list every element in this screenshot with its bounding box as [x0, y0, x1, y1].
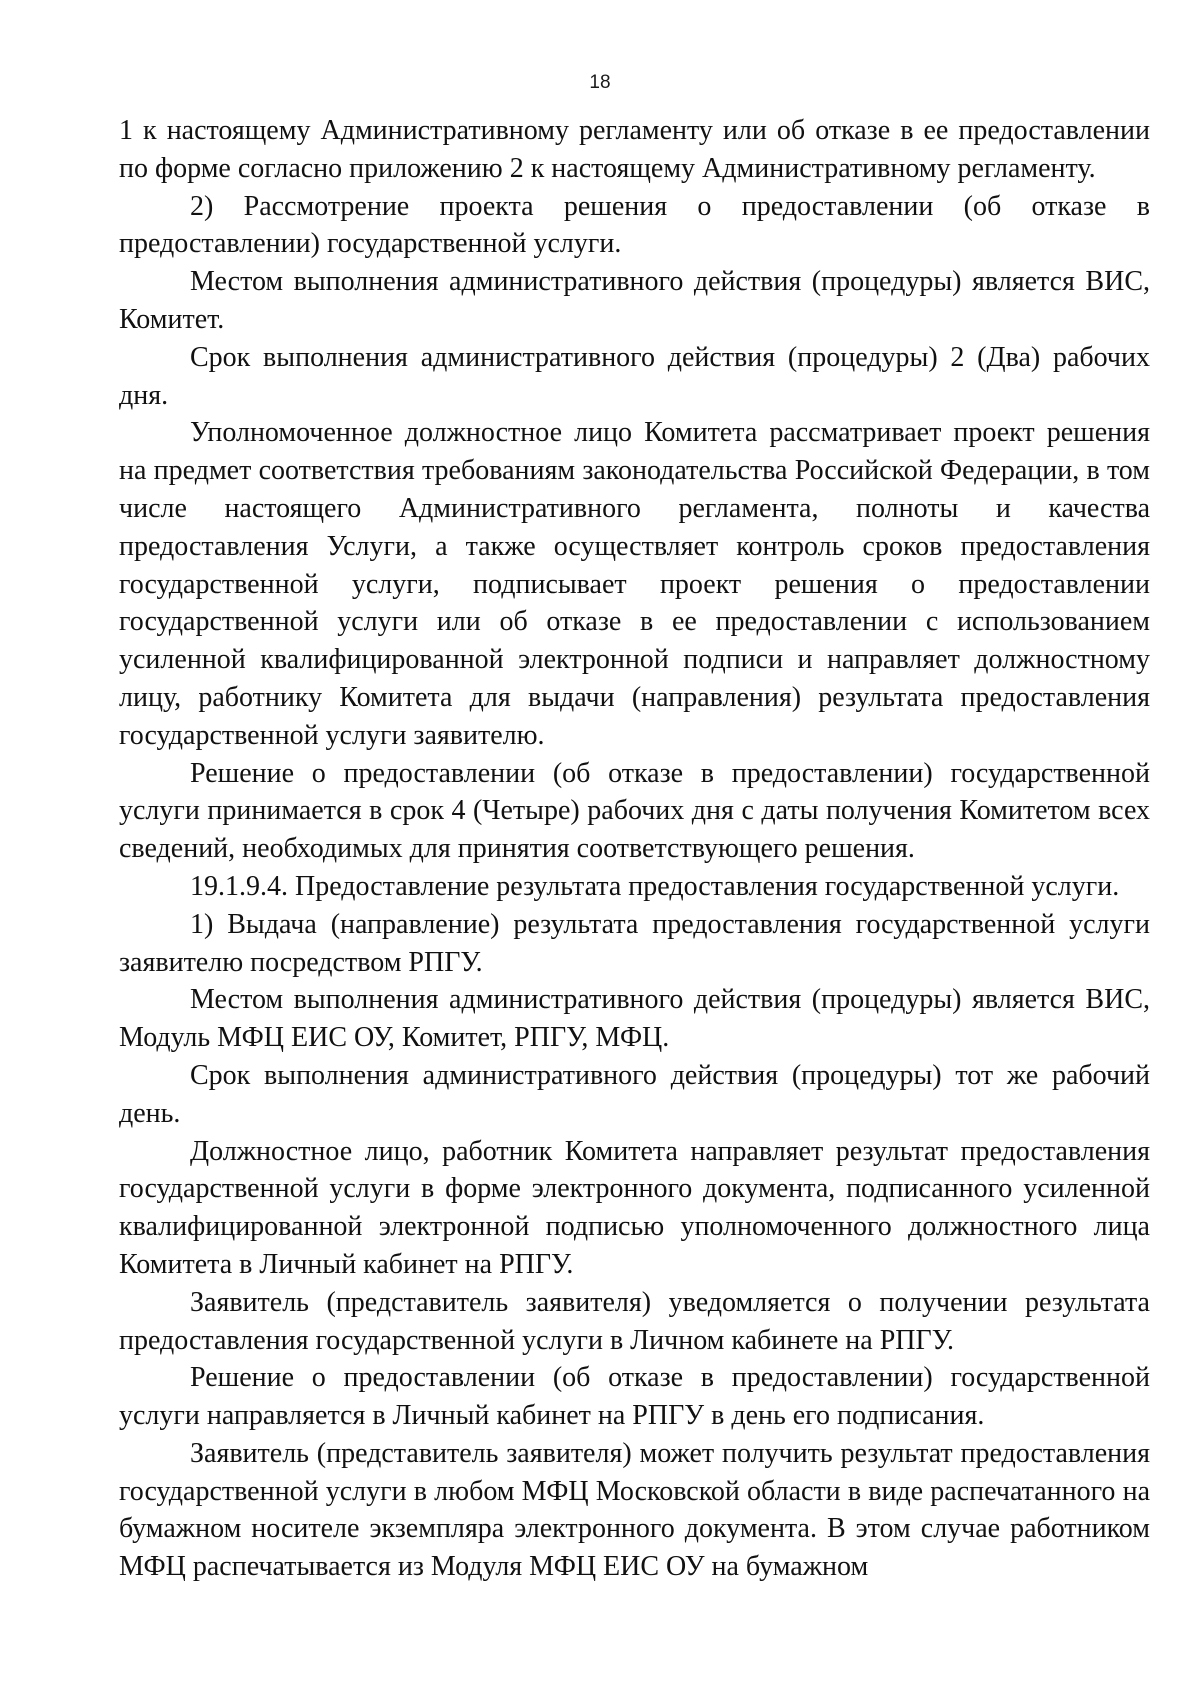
- paragraph: Решение о предоставлении (об отказе в предоставлении) государственной услуги принимается в срок 4 (Четыре) рабочих дня с даты получения Комитетом всех сведений, необходимых для принятия соответствующего решения.: [119, 757, 1150, 865]
- page-number: 18: [589, 72, 611, 93]
- paragraph: Местом выполнения административного действия (процедуры) является ВИС, Модуль МФЦ ЕИС ОУ, Комитет, РПГУ, МФЦ.: [119, 984, 1150, 1054]
- document-body: [119, 112, 1150, 1586]
- paragraph: Решение о предоставлении (об отказе в предоставлении) государственной услуги направляется в Личный кабинет на РПГУ в день его подписания.: [119, 1362, 1150, 1432]
- paragraph: Местом выполнения административного действия (процедуры) является ВИС, Комитет.: [119, 266, 1150, 335]
- paragraph: Уполномоченное должностное лицо Комитета рассматривает проект решения на предмет соответствия требованиям законодательства Российской Федерации, в том числе настоящего Административного регламента, полноты и качества предоставления Услуги, а также осуществляет контроль сроков предоставления государственной услуги, подписывает проект решения о предоставлении государственной услуги или об отказе в ее предоставлении с использованием усиленной квалифицированной электронной подписи и направляет должностному лицу, работнику Комитета для выдачи (направления) результата предоставления государственной услуги заявителю.: [119, 417, 1150, 751]
- paragraph: 1 к настоящему Административному регламенту или об отказе в ее предоставлении по форме согласно приложению 2 к настоящему Административному регламенту.: [119, 115, 1150, 184]
- paragraph: 19.1.9.4. Предоставление результата предоставления государственной услуги.: [190, 870, 1120, 902]
- paragraph: Должностное лицо, работник Комитета направляет результат предоставления государственной услуги в форме электронного документа, подписанного усиленной квалифицированной электронной подписью уполномоченного должностного лица Комитета в Личный кабинет на РПГУ.: [119, 1135, 1150, 1280]
- paragraph: Заявитель (представитель заявителя) может получить результат предоставления государственной услуги в любом МФЦ Московской области в виде распечатанного на бумажном носителе экземпляра электронного документа. В этом случае работником МФЦ распечатывается из Модуля МФЦ ЕИС ОУ на бумажном: [119, 1437, 1150, 1583]
- paragraph: Заявитель (представитель заявителя) уведомляется о получении результата предоставления государственной услуги в Личном кабинете на РПГУ.: [119, 1286, 1150, 1356]
- paragraph: Срок выполнения административного действия (процедуры) 2 (Два) рабочих дня.: [119, 341, 1150, 411]
- paragraph: 2) Рассмотрение проекта решения о предоставлении (об отказе в предоставлении) государственной услуги.: [119, 190, 1150, 260]
- paragraph: 1) Выдача (направление) результата предоставления государственной услуги заявителю посредством РПГУ.: [119, 908, 1150, 978]
- paragraph: Срок выполнения административного действия (процедуры) тот же рабочий день.: [119, 1059, 1150, 1129]
